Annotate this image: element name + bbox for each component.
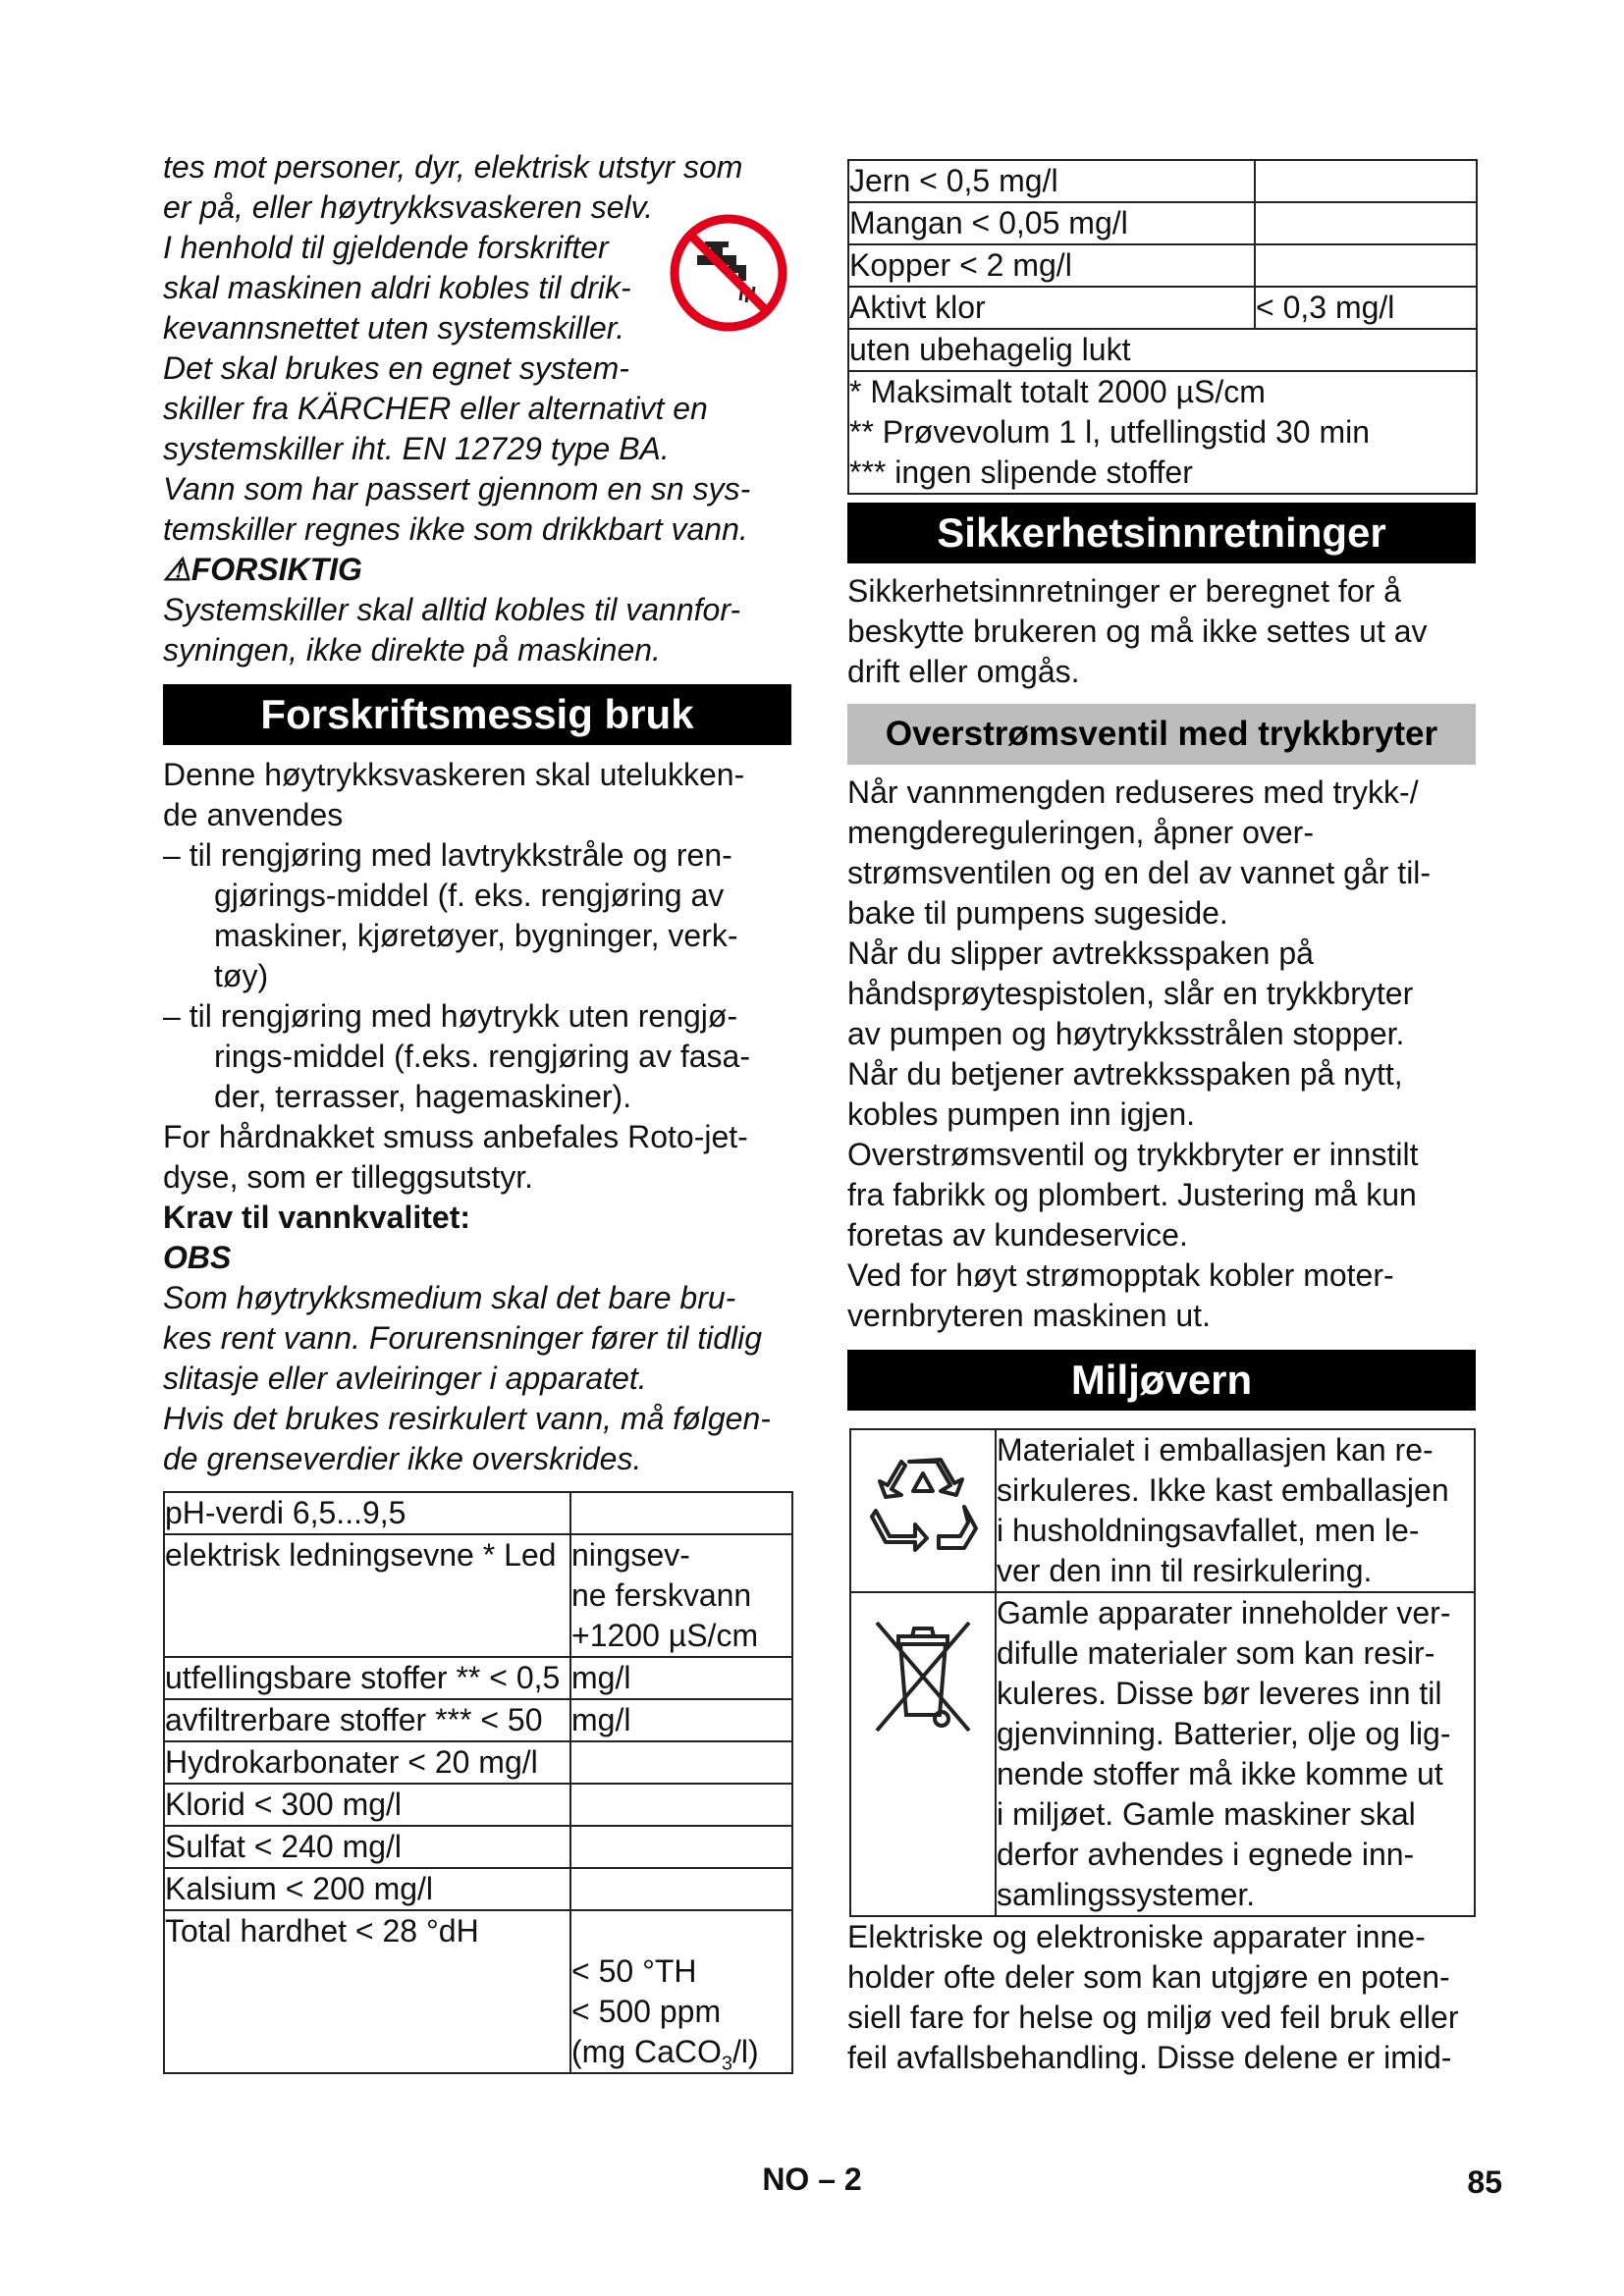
text-line: bake til pumpens sugeside. [847, 895, 1228, 931]
cell-line: Gamle apparater inneholder ver- [997, 1595, 1451, 1630]
dash-item-text: gjørings-middel (f. eks. rengjøring av [214, 878, 725, 913]
text-line: kes rent vann. Forurensninger fører til tidlig [163, 1320, 763, 1356]
table-cell [1255, 160, 1477, 202]
cell-line: ningsev- [571, 1537, 690, 1573]
text-line: av pumpen og høytrykksstrålen stopper. [847, 1016, 1405, 1051]
table-cell: uten ubehagelig lukt [848, 329, 1477, 371]
table-row [850, 1429, 1475, 1592]
water-quality-title: Krav til vannkvalitet: [163, 1200, 470, 1235]
table-cell: Hydrokarbonater < 20 mg/l [164, 1741, 570, 1784]
text-line: vernbryteren maskinen ut. [847, 1298, 1211, 1333]
overflow-body [847, 773, 1488, 1336]
text-line: Hvis det brukes resirkulert vann, må følgen- [163, 1401, 771, 1436]
table-row [164, 1784, 792, 1826]
text-line: I henhold til gjeldende forskrifter [163, 230, 609, 265]
cell-line: gjenvinning. Batterier, olje og lig- [997, 1716, 1451, 1751]
cell-line: Materialet i emballasjen kan re- [997, 1432, 1434, 1468]
table-row [164, 1868, 792, 1910]
cell-line: kuleres. Disse bør leveres inn til [997, 1676, 1442, 1711]
table-row [848, 329, 1477, 371]
text-line: drift eller omgås. [847, 654, 1080, 689]
table-cell: mg/l [570, 1699, 792, 1741]
note-line: * Maksimalt totalt 2000 µS/cm [849, 374, 1266, 409]
table-cell [570, 1492, 792, 1534]
text-line: Når du betjener avtrekksspaken på nytt, [847, 1056, 1403, 1092]
text-line: de grenseverdier ikke overskrides. [163, 1441, 642, 1476]
text-line: feil avfallsbehandling. Disse delene er imid- [847, 2040, 1452, 2075]
water-limits-table [163, 1491, 793, 2074]
table-cell: Total hardhet < 28 °dH [164, 1910, 570, 2073]
text-line: dyse, som er tilleggsutstyr. [163, 1159, 534, 1195]
text-line: kevannsnettet uten systemskiller. [163, 310, 625, 346]
section-heading-intended-use: Forskriftsmessig bruk [163, 684, 791, 745]
text-line: Ved for høyt strømopptak kobler moter- [847, 1257, 1394, 1293]
text-line: syningen, ikke direkte på maskinen. [163, 632, 661, 667]
right-column [847, 159, 1488, 2078]
table-cell [1255, 244, 1477, 287]
table-cell [1255, 202, 1477, 244]
table-cell: mg/l [570, 1657, 792, 1699]
table-row [848, 160, 1477, 202]
table-row [164, 1741, 792, 1784]
cell-text: /l) [732, 2034, 759, 2069]
table-cell: Mangan < 0,05 mg/l [848, 202, 1255, 244]
cell-line [571, 2032, 791, 2075]
text-line: slitasje eller avleiringer i apparatet. [163, 1361, 647, 1396]
text-line: Det skal brukes en egnet system- [163, 350, 629, 386]
text-line: For hårdnakket smuss anbefales Roto-jet- [163, 1119, 748, 1154]
table-cell [570, 1910, 792, 2073]
cell-line: difulle materialer som kan resir- [997, 1635, 1435, 1671]
table-row [164, 1657, 792, 1699]
table-cell [570, 1534, 792, 1657]
table-cell: Jern < 0,5 mg/l [848, 160, 1255, 202]
table-notes-cell [848, 371, 1477, 494]
page-number: 85 [1467, 2164, 1502, 2200]
text-line: fra fabrikk og plombert. Justering må kun [847, 1177, 1417, 1212]
cell-line: +1200 µS/cm [571, 1618, 759, 1653]
table-row [164, 1910, 792, 2073]
table-cell: Klorid < 300 mg/l [164, 1784, 570, 1826]
text-line: foretas av kundeservice. [847, 1217, 1188, 1253]
dash-item-text: maskiner, kjøretøyer, bygninger, verk- [214, 918, 738, 953]
table-cell [850, 1592, 996, 1916]
text-line: Som høytrykksmedium skal det bare bru- [163, 1280, 736, 1315]
table-cell: Kalsium < 200 mg/l [164, 1868, 570, 1910]
table-row [848, 287, 1477, 329]
footer-language-code: NO – 2 [762, 2162, 862, 2197]
cell-line: < 50 °TH [571, 1953, 697, 1989]
table-cell [570, 1826, 792, 1868]
cell-line: ne ferskvann [571, 1577, 752, 1613]
table-row [848, 202, 1477, 244]
table-cell: < 0,3 mg/l [1255, 287, 1477, 329]
electrical-waste-body [847, 1917, 1488, 2078]
text-line: beskytte brukeren og må ikke settes ut av [847, 614, 1428, 649]
table-cell: Kopper < 2 mg/l [848, 244, 1255, 287]
note-line: *** ingen slipende stoffer [849, 454, 1193, 490]
text-line: Overstrømsventil og trykkbryter er innstilt [847, 1137, 1419, 1172]
text-line: Elektriske og elektroniske apparater inne- [847, 1919, 1426, 1954]
text-line: systemskiller iht. EN 12729 type BA. [163, 431, 670, 466]
text-line: er på, eller høytrykksvaskeren selv. [163, 189, 654, 225]
table-row [848, 244, 1477, 287]
cell-line: derfor avhendes i egnede inn- [997, 1837, 1415, 1872]
table-row [164, 1699, 792, 1741]
text-line: kobles pumpen inn igjen. [847, 1096, 1196, 1132]
cell-line: i miljøet. Gamle maskiner skal [997, 1796, 1416, 1832]
cell-text: (mg CaCO [571, 2034, 722, 2069]
text-line: Når du slipper avtrekksspaken på [847, 935, 1314, 971]
text-line: skal maskinen aldri kobles til drik- [163, 270, 631, 305]
table-cell: Aktivt klor [848, 287, 1255, 329]
table-row [164, 1534, 792, 1657]
intended-use-body [163, 755, 791, 1479]
table-cell [570, 1741, 792, 1784]
text-line: håndsprøytespistolen, slår en trykkbryter [847, 976, 1414, 1011]
text-line: siell fare for helse og miljø ved feil bruk eller [847, 2000, 1459, 2035]
dash-item-text: – til rengjøring med lavtrykkstråle og ren- [163, 837, 732, 873]
table-cell [996, 1592, 1475, 1916]
dash-item-text: rings-middel (f.eks. rengjøring av fasa- [214, 1039, 750, 1074]
table-row [164, 1826, 792, 1868]
cell-line: samlingssystemer. [997, 1877, 1256, 1912]
table-cell [850, 1429, 996, 1592]
no-drinking-water-icon [668, 212, 789, 334]
subscript: 3 [721, 2053, 733, 2075]
table-cell: utfellingsbare stoffer ** < 0,5 [164, 1657, 570, 1699]
text-line: holder ofte deler som kan utgjøre en poten- [847, 1959, 1450, 1995]
cell-line: < 500 ppm [571, 1994, 722, 2029]
section-heading-safety-devices: Sikkerhetsinnretninger [847, 503, 1476, 563]
water-limits-table-continued [847, 159, 1478, 495]
text-line: mengdereguleringen, åpner over- [847, 815, 1314, 850]
text-line: Når vannmengden reduseres med trykk-/ [847, 774, 1419, 810]
text-line: Systemskiller skal alltid kobles til vannfor- [163, 592, 741, 627]
table-cell: avfiltrerbare stoffer *** < 50 [164, 1699, 570, 1741]
table-cell [996, 1429, 1475, 1592]
table-cell [570, 1784, 792, 1826]
table-row [164, 1492, 792, 1534]
text-line: tes mot personer, dyr, elektrisk utstyr som [163, 149, 743, 185]
text-line: skiller fra KÄRCHER eller alternativt en [163, 391, 708, 426]
safety-body [847, 571, 1488, 692]
text-line: de anvendes [163, 797, 344, 832]
text-line: Vann som har passert gjennom en sn sys- [163, 471, 751, 507]
recycle-icon [862, 1452, 984, 1560]
section-heading-environment: Miljøvern [847, 1350, 1476, 1411]
left-column [163, 147, 791, 2074]
note-line: ** Prøvevolum 1 l, utfellingstid 30 min [849, 414, 1370, 450]
backflow-warning [163, 147, 791, 550]
table-cell: Sulfat < 240 mg/l [164, 1826, 570, 1868]
crossed-bin-icon [869, 1613, 977, 1740]
dash-item-text: der, terrasser, hagemaskiner). [214, 1079, 632, 1114]
table-row [850, 1592, 1475, 1916]
table-row [848, 371, 1477, 494]
cell-spacer [571, 1911, 791, 1951]
cell-line: i husholdningsavfallet, men le- [997, 1513, 1420, 1548]
obs-title: OBS [163, 1240, 232, 1275]
subheading-overflow-valve: Overstrømsventil med trykkbryter [847, 704, 1476, 765]
table-cell: pH-verdi 6,5...9,5 [164, 1492, 570, 1534]
environment-table [849, 1428, 1476, 1917]
text-line: strømsventilen og en del av vannet går til- [847, 855, 1432, 890]
table-cell [570, 1868, 792, 1910]
cell-line: ver den inn til resirkulering. [997, 1553, 1373, 1588]
text-line: Sikkerhetsinnretninger er beregnet for å [847, 573, 1401, 609]
caution-title: ⚠FORSIKTIG [163, 552, 362, 587]
cell-line: nende stoffer må ikke komme ut [997, 1756, 1443, 1791]
text-line: Denne høytrykksvaskeren skal utelukken- [163, 757, 745, 792]
dash-item-text: tøy) [214, 958, 269, 993]
text-line: temskiller regnes ikke som drikkbart vann. [163, 511, 748, 547]
dash-item-text: – til rengjøring med høytrykk uten rengjø- [163, 998, 738, 1034]
table-cell: elektrisk ledningsevne * Led [164, 1534, 570, 1657]
cell-line: sirkuleres. Ikke kast emballasjen [997, 1472, 1449, 1508]
